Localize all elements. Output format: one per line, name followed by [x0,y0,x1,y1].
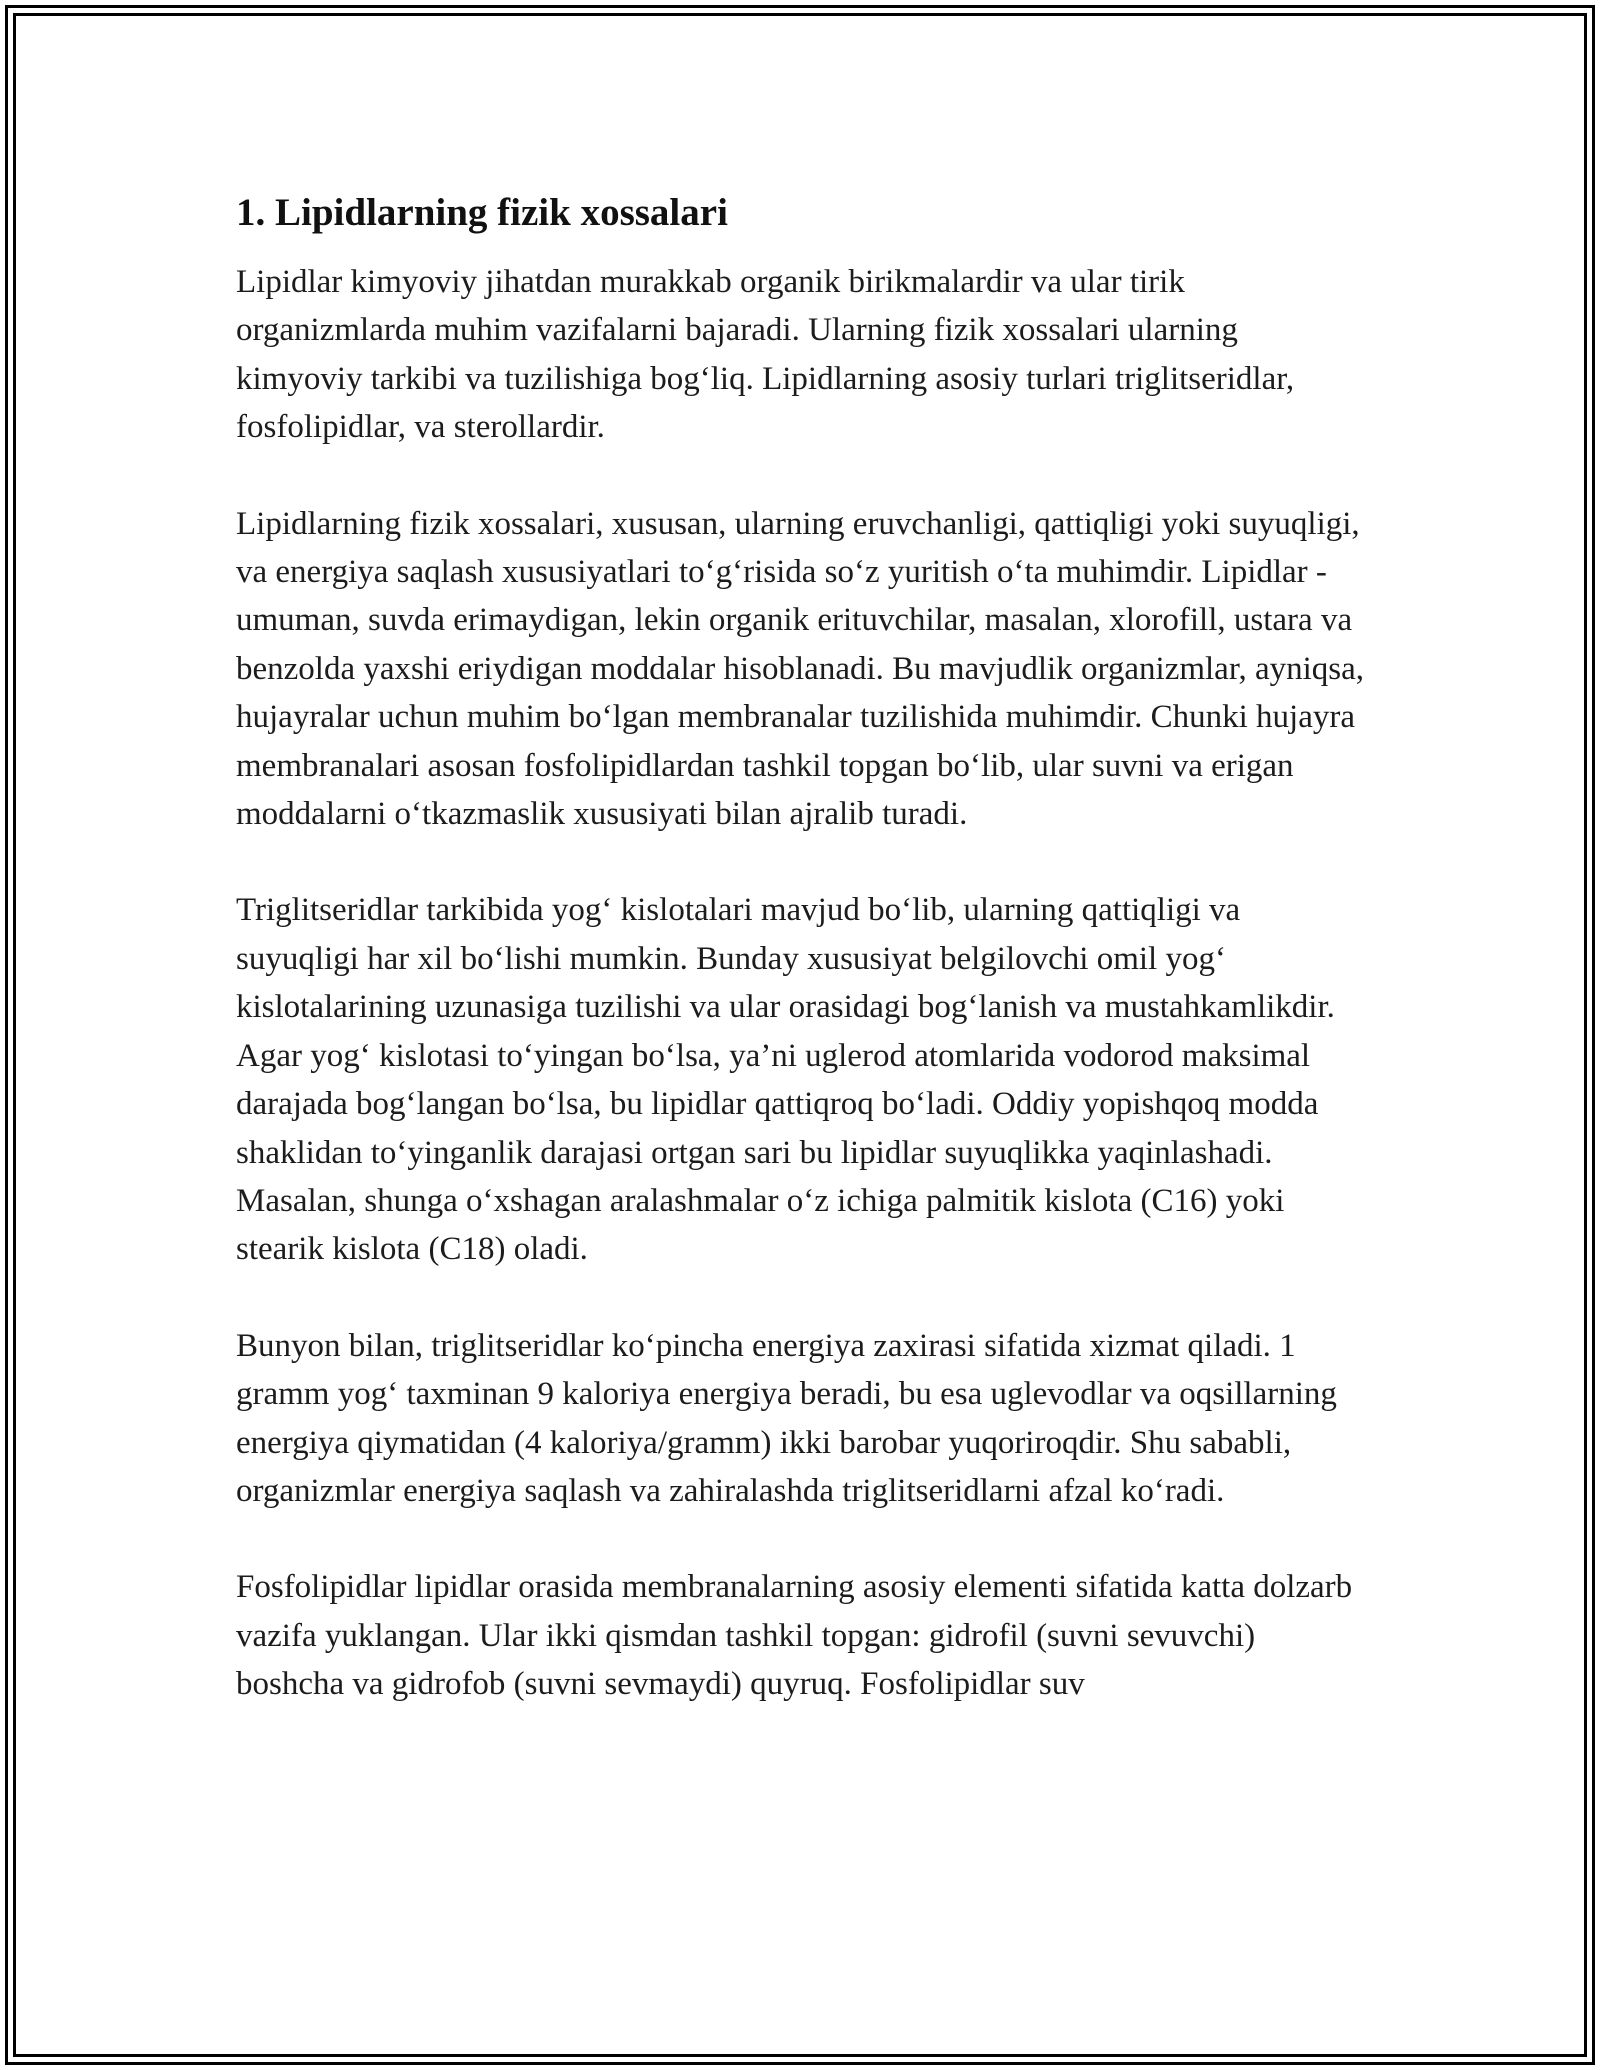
paragraph-1: Lipidlar kimyoviy jihatdan murakkab organik birikmalardir va ular tirik organizmlarda muhim vazifalarni bajaradi. Ularning fizik xossalari ularning kimyoviy tarkibi va tuzilishiga bog‘liq. Lipidlarning asosiy turlari triglitseridlar, fosfolipidlar, va sterollardir. [236,264,1295,446]
document-body [236,186,1366,1709]
paragraph-5: Fosfolipidlar lipidlar orasida membranalarning asosiy elementi sifatida katta dolzarb vazifa yuklangan. Ular ikki qismdan tashkil topgan: gidrofil (suvni sevuvchi) boshcha va gidrofob (suvni sevmaydi) quyruq. Fosfolipidlar suv [236,1569,1353,1703]
section-heading: 1. Lipidlarning fizik xossalari [236,191,728,234]
paragraph-4: Bunyon bilan, triglitseridlar ko‘pincha energiya zaxirasi sifatida xizmat qiladi. 1 gramm yog‘ taxminan 9 kaloriya energiya beradi, bu esa uglevodlar va oqsillarning energiya qiymatidan (4 kaloriya/gramm) ikki barobar yuqoriroqdir. Shu sababli, organizmlar energiya saqlash va zahiralashda triglitseridlarni afzal ko‘radi. [236,1327,1337,1509]
paragraph-2: Lipidlarning fizik xossalari, xususan, ularning eruvchanligi, qattiqligi yoki suyuqligi, va energiya saqlash xususiyatlari to‘g‘risida so‘z yuritish o‘ta muhimdir. Lipidlar - umuman, suvda erimaydigan, lekin organik erituvchilar, masalan, xlorofill, ustara va benzolda yaxshi eriydigan moddalar hisoblanadi. Bu mavjudlik organizmlar, ayniqsa, hujayralar uchun muhim bo‘lgan membranalar tuzilishida muhimdir. Chunki hujayra membranalari asosan fosfolipidlardan tashkil topgan bo‘lib, ular suvni va erigan moddalarni o‘tkazmaslik xususiyati bilan ajralib turadi. [236,505,1365,833]
paragraph-3: Triglitseridlar tarkibida yog‘ kislotalari mavjud bo‘lib, ularning qattiqligi va suyuqligi har xil bo‘lishi mumkin. Bunday xususiyat belgilovchi omil yog‘ kislotalarining uzunasiga tuzilishi va ular orasidagi bog‘lanish va mustahkamlikdir. Agar yog‘ kislotasi to‘yingan bo‘lsa, ya’ni uglerod atomlarida vodorod maksimal darajada bog‘langan bo‘lsa, bu lipidlar qattiqroq bo‘ladi. Oddiy yopishqoq modda shaklidan to‘yinganlik darajasi ortgan sari bu lipidlar suyuqlikka yaqinlashadi. Masalan, shunga o‘xshagan aralashmalar o‘z ichiga palmitik kislota (C16) yoki stearik kislota (C18) oladi. [236,892,1335,1268]
